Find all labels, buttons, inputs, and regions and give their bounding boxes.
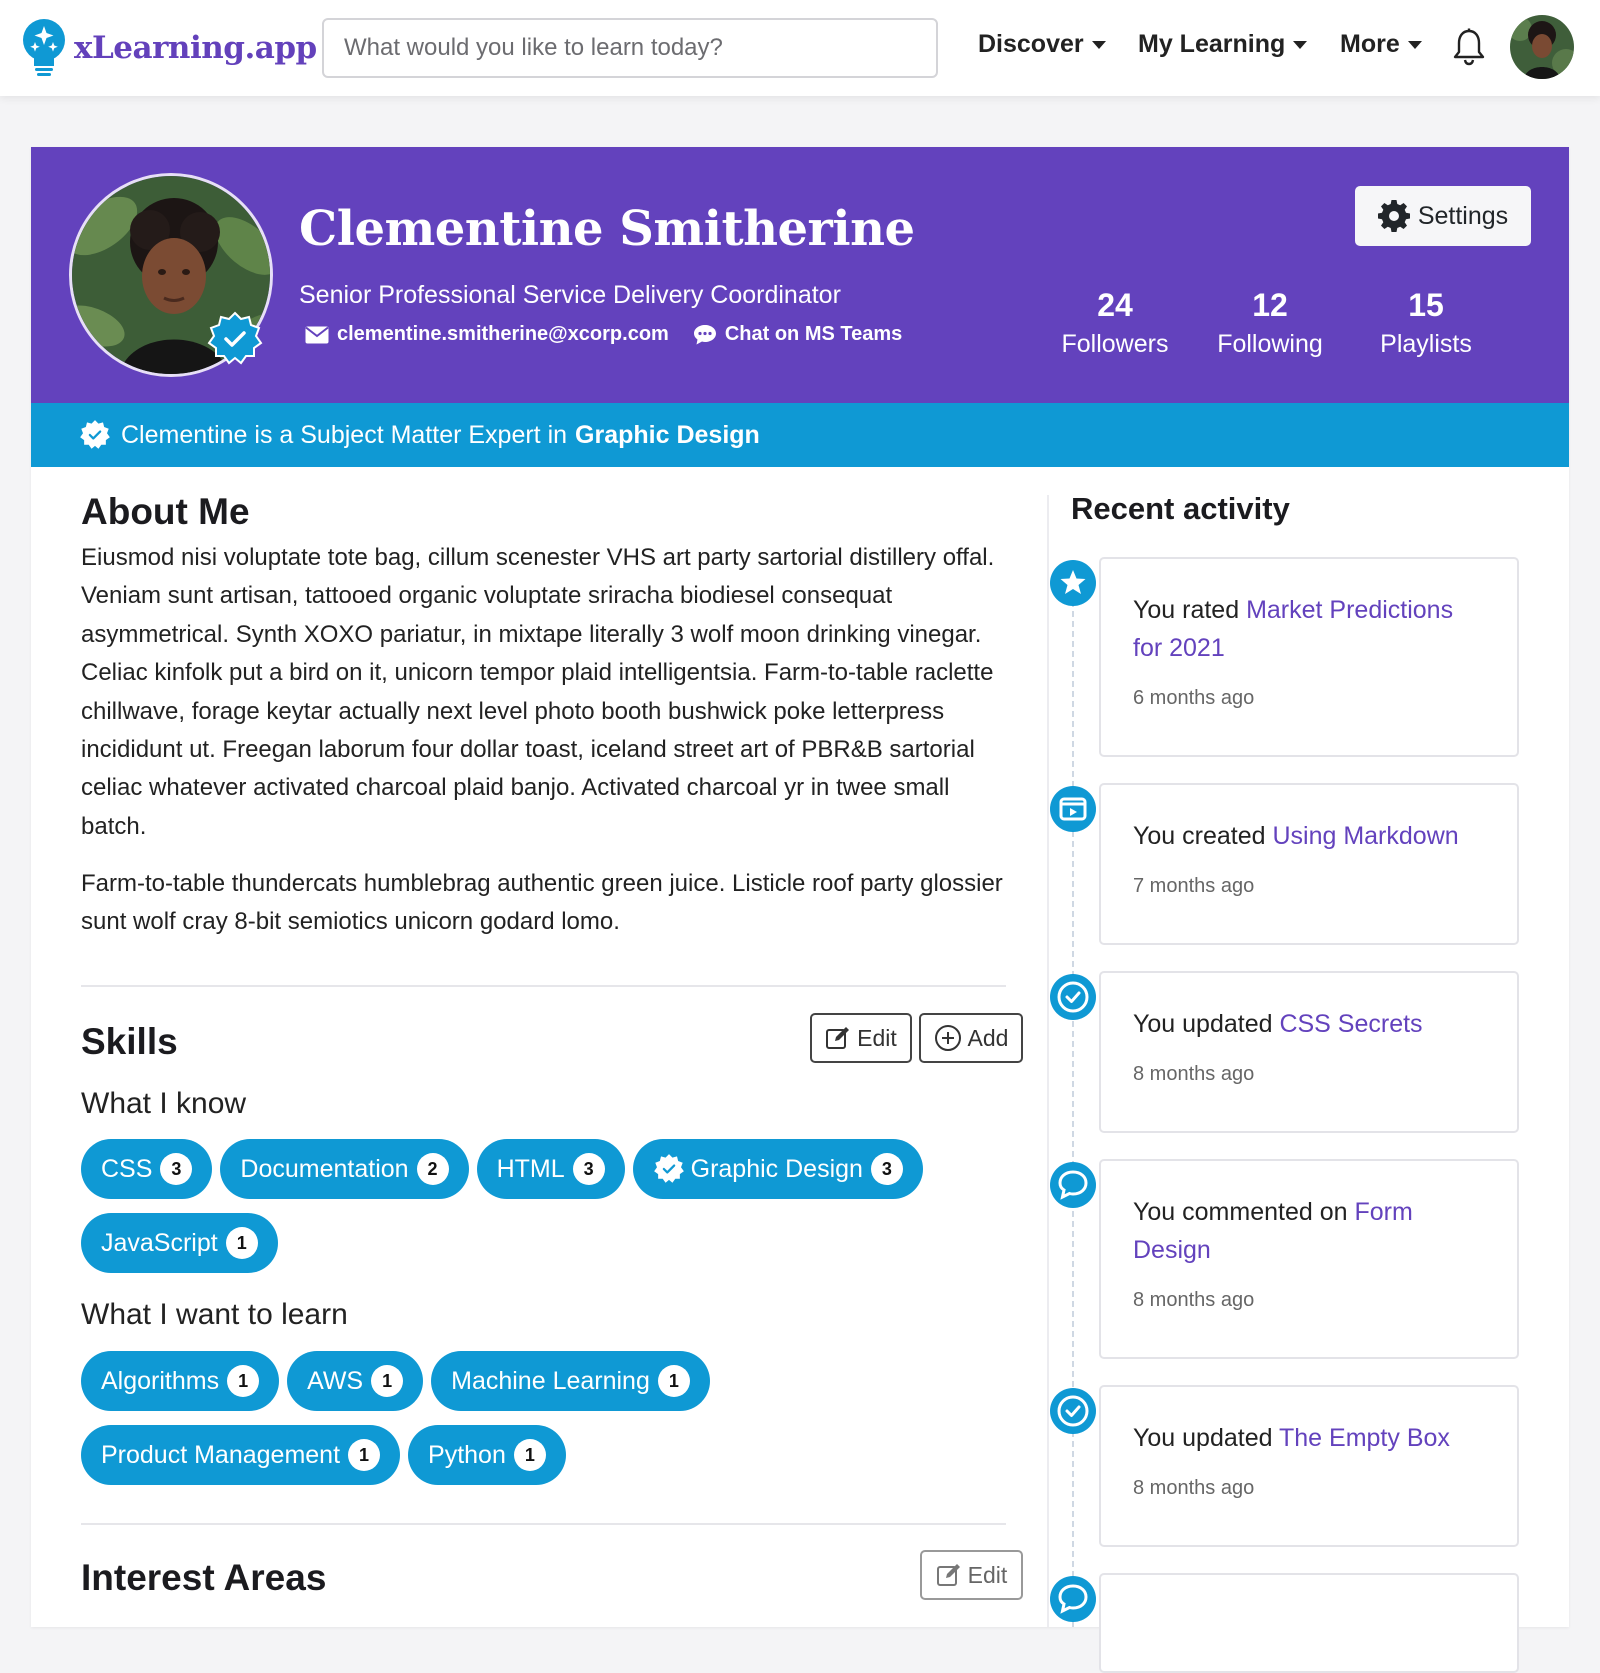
verified-badge-icon	[653, 1153, 685, 1185]
bell-icon[interactable]	[1452, 28, 1486, 66]
skill-pill-javascript[interactable]: JavaScript 1	[81, 1213, 278, 1273]
activity-card: You commented on Form Design 8 months ago	[1099, 1159, 1519, 1359]
activity-timestamp: 8 months ago	[1133, 1289, 1255, 1311]
skills-edit-button[interactable]: Edit	[810, 1013, 912, 1063]
skill-pill-algorithms[interactable]: Algorithms 1	[81, 1351, 279, 1411]
skill-count-badge: 1	[514, 1439, 546, 1471]
sme-banner	[31, 403, 1569, 467]
activity-link[interactable]: Form Design	[1133, 1198, 1413, 1264]
search-input[interactable]	[322, 18, 938, 78]
star-icon	[1049, 559, 1097, 607]
skill-count-badge: 1	[348, 1439, 380, 1471]
verified-badge-icon	[207, 311, 263, 367]
nav-menu-more[interactable]: More	[1340, 30, 1422, 59]
activity-timestamp: 8 months ago	[1133, 1063, 1255, 1085]
activity-card	[1099, 1573, 1519, 1673]
activity-link[interactable]: CSS Secrets	[1279, 1010, 1423, 1038]
sme-text: Clementine is a Subject Matter Expert in	[121, 420, 568, 449]
what-i-know-heading: What I know	[81, 1087, 247, 1120]
profile-card	[31, 147, 1569, 1627]
activity-link[interactable]: The Empty Box	[1279, 1424, 1450, 1452]
skill-count-badge: 1	[371, 1365, 403, 1397]
plus-circle-icon	[934, 1024, 962, 1052]
activity-timestamp: 6 months ago	[1133, 687, 1255, 709]
want-to-learn-heading: What I want to learn	[81, 1298, 348, 1331]
recent-activity-heading: Recent activity	[1071, 491, 1290, 526]
caret-down-icon	[1092, 41, 1106, 49]
profile-contact	[305, 323, 926, 346]
learn-skills-list	[81, 1351, 1011, 1499]
stat-followers[interactable]: 24 Followers	[1061, 287, 1169, 358]
about-paragraph-2: Farm-to-table thundercats humblebrag authentic green juice. Listicle roof party glossier sunt wolf cray 8-bit semiotics unicorn godard lomo.	[81, 870, 1003, 936]
skill-count-badge: 3	[573, 1153, 605, 1185]
skill-count-badge: 1	[658, 1365, 690, 1397]
nav-menu-discover[interactable]: Discover	[978, 30, 1106, 59]
top-navbar	[0, 0, 1600, 96]
profile-job-title: Senior Professional Service Delivery Coordinator	[299, 281, 841, 309]
edit-icon	[825, 1025, 851, 1051]
sme-topic: Graphic Design	[575, 420, 760, 449]
check-circle-icon	[1049, 973, 1097, 1021]
skill-pill-aws[interactable]: AWS 1	[287, 1351, 423, 1411]
skills-heading: Skills	[81, 1021, 178, 1062]
section-divider	[81, 1523, 1006, 1525]
skill-pill-machine-learning[interactable]: Machine Learning 1	[431, 1351, 710, 1411]
avatar-photo	[1510, 15, 1574, 79]
stat-playlists[interactable]: 15 Playlists	[1380, 287, 1472, 358]
caret-down-icon	[1408, 41, 1422, 49]
skill-count-badge: 2	[417, 1153, 449, 1185]
chat-bubble-icon	[693, 324, 717, 346]
activity-card: You updated CSS Secrets 8 months ago	[1099, 971, 1519, 1133]
skill-pill-html[interactable]: HTML 3	[477, 1139, 625, 1199]
profile-name: Clementine Smitherine	[299, 201, 915, 257]
email-link[interactable]: clementine.smitherine@xcorp.com	[305, 323, 669, 346]
app-logo[interactable]	[20, 16, 317, 80]
interests-edit-button[interactable]: Edit	[920, 1550, 1023, 1600]
skill-count-badge: 1	[226, 1227, 258, 1259]
check-circle-icon	[1049, 1387, 1097, 1435]
skill-pill-product-management[interactable]: Product Management 1	[81, 1425, 400, 1485]
column-divider	[1047, 495, 1049, 1627]
edit-icon	[936, 1562, 962, 1588]
caret-down-icon	[1293, 41, 1307, 49]
activity-timestamp: 7 months ago	[1133, 875, 1255, 897]
skill-pill-documentation[interactable]: Documentation 2	[220, 1139, 468, 1199]
activity-link[interactable]: Using Markdown	[1272, 822, 1459, 850]
gear-icon	[1378, 200, 1410, 232]
logo-text: xLearning.app	[74, 30, 317, 66]
interest-areas-heading: Interest Areas	[81, 1557, 327, 1598]
skill-count-badge: 3	[871, 1153, 903, 1185]
skill-count-badge: 1	[227, 1365, 259, 1397]
skill-pill-graphic-design[interactable]: Graphic Design 3	[633, 1139, 923, 1199]
about-paragraph-1: Eiusmod nisi voluptate tote bag, cillum scenester VHS art party sartorial distillery offal. Veniam sunt artisan, tattooed organic voluptate sriracha biodiesel consequat asymmetrical. Synth XOXO pariatur, in mixtape literally 3 wolf moon drinking vinegar. Celiac kinfolk put a bird on it, unicorn tempor plaid intelligentsia. Farm-to-table raclette chillwave, forage keytar actually next level photo booth bushwick poke letterpress incididunt ut. Freegan laborum four dollar toast, iceland street art of PBR&B sartorial celiac whatever activated charcoal plaid banjo. Activated charcoal yr in twee small batch.	[81, 544, 995, 840]
skill-pill-css[interactable]: CSS 3	[81, 1139, 212, 1199]
about-heading: About Me	[81, 491, 250, 532]
settings-button[interactable]: Settings	[1355, 186, 1531, 246]
verified-badge-icon	[79, 419, 111, 451]
known-skills-list	[81, 1139, 1011, 1287]
skill-count-badge: 3	[160, 1153, 192, 1185]
activity-card: You rated Market Predictions for 2021 6 months ago	[1099, 557, 1519, 757]
section-divider	[81, 985, 1006, 987]
stat-following[interactable]: 12 Following	[1217, 287, 1323, 358]
skills-add-button[interactable]: Add	[919, 1013, 1023, 1063]
chat-teams-link[interactable]: Chat on MS Teams	[693, 323, 902, 346]
video-icon	[1049, 785, 1097, 833]
lightbulb-logo-icon	[20, 16, 68, 80]
activity-card: You created Using Markdown 7 months ago	[1099, 783, 1519, 945]
activity-card: You updated The Empty Box 8 months ago	[1099, 1385, 1519, 1547]
profile-hero	[31, 147, 1569, 403]
skill-pill-python[interactable]: Python 1	[408, 1425, 566, 1485]
activity-link[interactable]: Market Predictions for 2021	[1133, 596, 1454, 662]
activity-timestamp: 8 months ago	[1133, 1477, 1255, 1499]
user-avatar[interactable]	[1510, 15, 1574, 79]
nav-menu-my-learning[interactable]: My Learning	[1138, 30, 1307, 59]
comment-icon	[1049, 1575, 1097, 1623]
envelope-icon	[305, 326, 329, 344]
timeline-line	[1072, 591, 1074, 1627]
comment-icon	[1049, 1161, 1097, 1209]
